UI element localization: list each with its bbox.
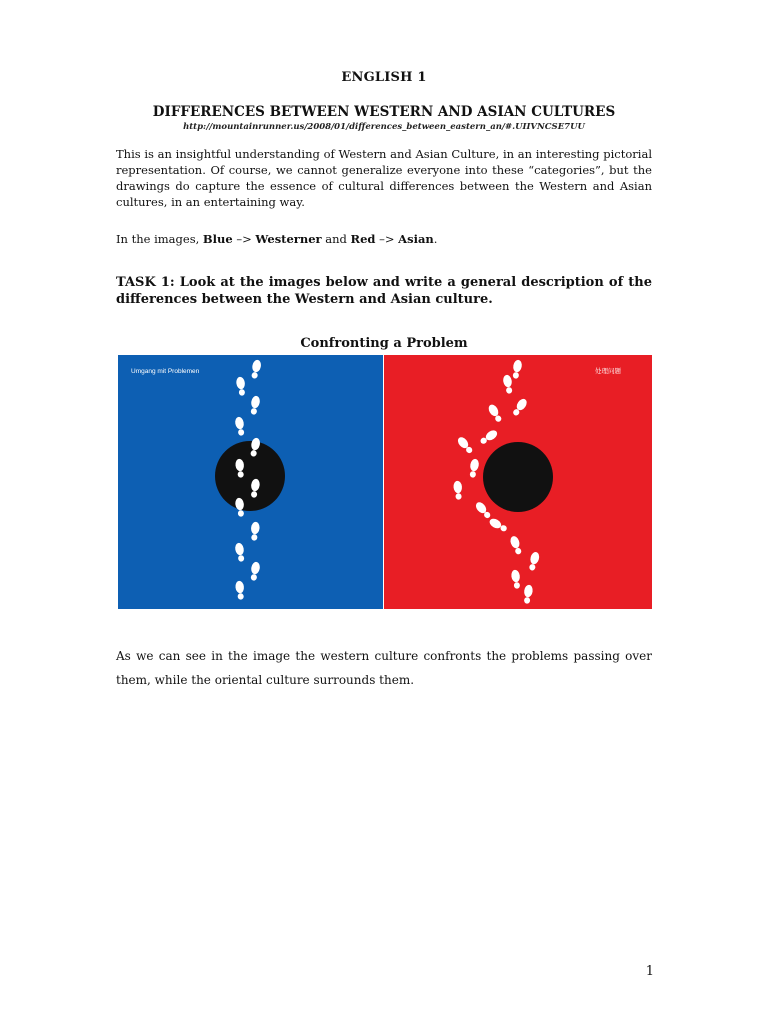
legend-prefix: In the images, xyxy=(116,232,203,246)
western-panel-label: Umgang mit Problemen xyxy=(131,368,200,375)
legend-arrow: –> xyxy=(232,232,256,246)
legend-red: Red xyxy=(350,232,376,246)
legend-asian: Asian xyxy=(398,232,434,246)
answer-paragraph: As we can see in the image the western culture confronts the problems passing over them, while the oriental culture surrounds them. xyxy=(116,649,652,687)
legend-arrow: –> xyxy=(375,232,399,246)
page-title: DIFFERENCES BETWEEN WESTERN AND ASIAN CULTURES xyxy=(152,104,616,120)
legend-end: . xyxy=(433,232,438,246)
task-instruction: TASK 1: Look at the images below and write a general description of the differences between the Western and Asian culture. xyxy=(116,275,652,307)
asian-panel-label: 处理问题 xyxy=(595,367,621,375)
legend-westerner: Westerner xyxy=(255,232,322,246)
intro-paragraph: This is an insightful understanding of Western and Asian Culture, in an interesting pictorial representation. Of course, we cannot generalize everyone into these “categories”, but the drawings do capture the essence of cultural differences between the Western and Asian cultures, in an entertaining way. xyxy=(116,147,652,209)
confronting-problem-figure xyxy=(118,355,652,609)
page-number: 1 xyxy=(645,964,654,979)
course-title: ENGLISH 1 xyxy=(341,70,427,85)
legend-and: and xyxy=(321,232,351,246)
legend-blue: Blue xyxy=(202,232,233,246)
source-url: http://mountainrunner.us/2008/01/differences_between_eastern_an/#.UIIVNCSE7UU xyxy=(183,122,585,132)
asian-problem-circle xyxy=(483,442,553,512)
figure-caption: Confronting a Problem xyxy=(300,336,468,351)
western-problem-circle xyxy=(215,441,285,511)
color-legend xyxy=(116,232,652,246)
